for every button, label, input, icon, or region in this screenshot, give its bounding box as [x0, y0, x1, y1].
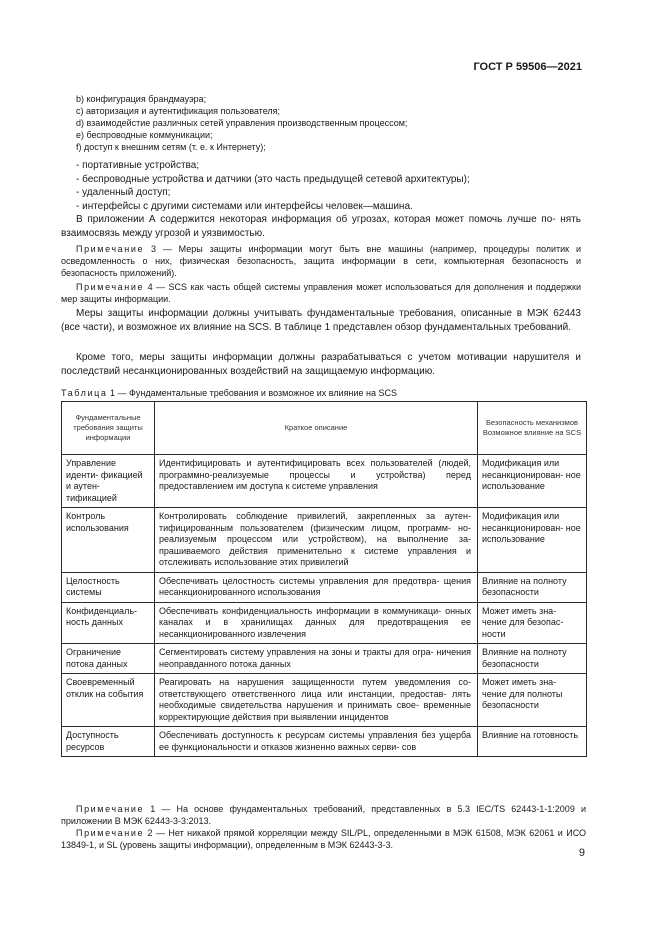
note-label: Примечание: [76, 828, 145, 838]
header-impact: Безопасность механизмов Возможное влияние на SCS: [478, 402, 587, 455]
list-item: d) взаимодейстие различных сетей управления производственным процессом;: [76, 118, 408, 128]
footnote-1: [61, 803, 586, 827]
cell-description: Обеспечивать целостность системы управления для предотвра- щения несанкционированного использования: [155, 572, 478, 602]
list-item: - портативные устройства;: [76, 160, 200, 171]
note-text: 4 — SCS как часть общей системы управления может использоваться для дополнения и поддержки мер защиты информации.: [61, 282, 581, 304]
list-item: - удаленный доступ;: [76, 187, 171, 198]
cell-description: Реагировать на нарушения защищенности путем уведомления со- ответствующего ответственного лица или инстанции, предостав- лять необходимые свидетельства нарушения и принимать свое- временные корректирующие действия при выявлении инцидентов: [155, 674, 478, 727]
table-caption: [61, 388, 397, 398]
cell-description: Обеспечивать доступность к ресурсам системы управления без ущерба ее функциональности и отказов жизненно важных серви- сов: [155, 727, 478, 757]
paragraph-annex: В приложении А содержится некоторая информация об угрозах, которая может помочь лучше по- нять взаимосвязь между угрозой и уязвимостью.: [61, 214, 581, 239]
cell-impact: Может иметь зна- чение для полноты безопасности: [478, 674, 587, 727]
cell-requirement: Своевременный отклик на события: [62, 674, 155, 727]
table-row: [62, 508, 587, 573]
cell-description: Контролировать соблюдение привилегий, закрепленных за аутен- тифицированным пользователем (физическим лицом, программ- но-реализуемым процессом или устройством), на выполнение за- прашиваемого действия применительно к системе управления и отслеживать использование этих привилегий: [155, 508, 478, 573]
table-row: [62, 572, 587, 602]
paragraph-motivation: Кроме того, меры защиты информации должны разрабатываться с учетом мотивации нарушителя и последствий несанкционированных воздействий на защищаемую информацию.: [61, 352, 581, 377]
header-requirements: Фундаментальные требования защиты информации: [62, 402, 155, 455]
cell-impact: Влияние на полноту безопасности: [478, 644, 587, 674]
lettered-list: [76, 93, 596, 153]
table-row: [62, 727, 587, 757]
table-row: [62, 644, 587, 674]
cell-requirement: Ограничение потока данных: [62, 644, 155, 674]
cell-description: Сегментировать систему управления на зоны и тракты для огра- ничения неоправданного потока данных: [155, 644, 478, 674]
list-item: e) беспроводные коммуникации;: [76, 130, 213, 140]
cell-impact: Модификация или несанкционирован- ное использование: [478, 508, 587, 573]
note-4: [61, 281, 581, 305]
table-header-row: [62, 402, 587, 455]
cell-description: Идентифицировать и аутентифицировать всех пользователей (людей, программно-реализуемые процессы и устройства) перед предоставлением им доступа к системе управления: [155, 455, 478, 508]
list-item: c) авторизация и аутентификация пользователя;: [76, 106, 281, 116]
dash-list: [76, 159, 596, 213]
cell-requirement: Контроль использования: [62, 508, 155, 573]
cell-impact: Модификация или несанкционирован- ное использование: [478, 455, 587, 508]
footnote-2: [61, 827, 586, 851]
note-text: 1 — На основе фундаментальных требований, представленных в 5.3 IEC/TS 62443-1-1:2009 и приложении В МЭК 62443-3-3:2013.: [61, 804, 586, 826]
cell-requirement: Доступность ресурсов: [62, 727, 155, 757]
table-row: [62, 602, 587, 644]
table-row: [62, 674, 587, 727]
table-footnotes: [61, 803, 586, 851]
list-item: b) конфигурация брандмауэра;: [76, 94, 207, 104]
standard-number: ГОСТ Р 59506—2021: [473, 61, 582, 73]
caption-text: 1 — Фундаментальные требования и возможное их влияние на SCS: [107, 388, 397, 398]
cell-requirement: Конфиденциаль- ность данных: [62, 602, 155, 644]
header-description: Краткое описание: [155, 402, 478, 455]
cell-requirement: Целостность системы: [62, 572, 155, 602]
requirements-table: [61, 401, 587, 757]
page-number: 9: [578, 847, 585, 859]
list-item: - беспроводные устройства и датчики (это часть предыдущей сетевой архитектуры);: [76, 173, 470, 185]
note-text: 2 — Нет никакой прямой корреляции между SIL/PL, определенными в МЭК 61508, МЭК 62061 и ИСО 13849-1, и SL (уровень защиты информации), определенным в МЭК 62443-3-3.: [61, 828, 586, 850]
list-item: - интерфейсы с другими системами или интерфейсы человек—машина.: [76, 200, 413, 212]
cell-impact: Может иметь зна- чение для безопас- ности: [478, 602, 587, 644]
cell-requirement: Управление иденти- фикацией и аутен- тификацией: [62, 455, 155, 508]
note-label: Примечание: [76, 804, 145, 814]
cell-impact: Влияние на готовность: [478, 727, 587, 757]
paragraph-measures: Меры защиты информации должны учитывать фундаментальные требования, описанные в МЭК 62443 (все части), и возможное их влияние на SCS. В таблице 1 представлен обзор фундаментальных требований.: [61, 308, 581, 333]
note-label: Примечание: [76, 244, 145, 254]
cell-description: Обеспечивать конфиденциальность информации в коммуникаци- онных каналах и в хранилищах данных для предотвращения ее несанкционированного извлечения: [155, 602, 478, 644]
note-3: [61, 243, 581, 279]
note-label: Примечание: [76, 282, 145, 292]
table-row: [62, 455, 587, 508]
list-item: f) доступ к внешним сетям (т. е. к Интернету);: [76, 142, 266, 152]
caption-label: Таблица: [61, 388, 108, 398]
note-text: 3 — Меры защиты информации могут быть вне машины (например, процедуры политик и осведомленность о них, физическая безопасность, защита информации в сети, компьютерная безопасность и безопасность приложений).: [61, 244, 581, 278]
cell-impact: Влияние на полноту безопасности: [478, 572, 587, 602]
